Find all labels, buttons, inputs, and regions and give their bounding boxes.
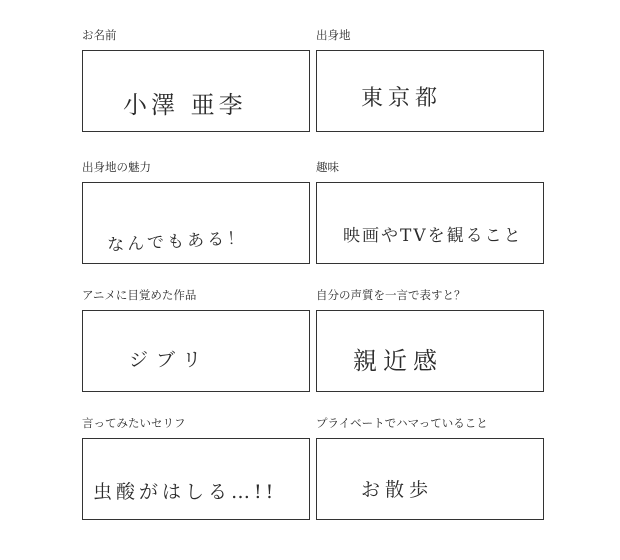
field-label: お名前 [82,28,117,42]
answer-box [316,310,544,392]
field-hometown-charm [82,160,310,264]
handwritten-answer: 小澤 亜李 [123,91,247,119]
field-label: 出身地 [316,28,351,42]
handwritten-answer: お散歩 [361,479,434,501]
field-private-obsession [316,416,544,520]
answer-box [316,438,544,520]
field-line-to-say [82,416,310,520]
field-label: 出身地の魅力 [82,160,151,174]
handwritten-answer: ジブリ [129,349,210,371]
field-hometown [316,28,544,132]
handwritten-answer: 東京都 [361,86,443,111]
field-label: アニメに目覚めた作品 [82,288,197,302]
handwritten-answer: 親近感 [353,347,443,375]
answer-box [82,50,310,132]
field-hobby [316,160,544,264]
handwritten-answer: 虫酸がはしる…!! [93,481,278,503]
answer-box [316,50,544,132]
field-label: 言ってみたいセリフ [82,416,186,430]
answer-box [82,438,310,520]
answer-box [82,310,310,392]
answer-box [82,182,310,264]
handwritten-answer: 映画やTVを観ること [343,226,523,246]
field-label: 自分の声質を一言で表すと？ [316,288,466,302]
handwritten-answer: なんでもある！ [106,228,248,256]
field-label: プライベートでハマっていること [316,416,488,430]
answer-box [316,182,544,264]
field-label: 趣味 [316,160,339,174]
field-anime-awakening [82,288,310,392]
field-name [82,28,310,132]
field-voice-quality [316,288,544,392]
